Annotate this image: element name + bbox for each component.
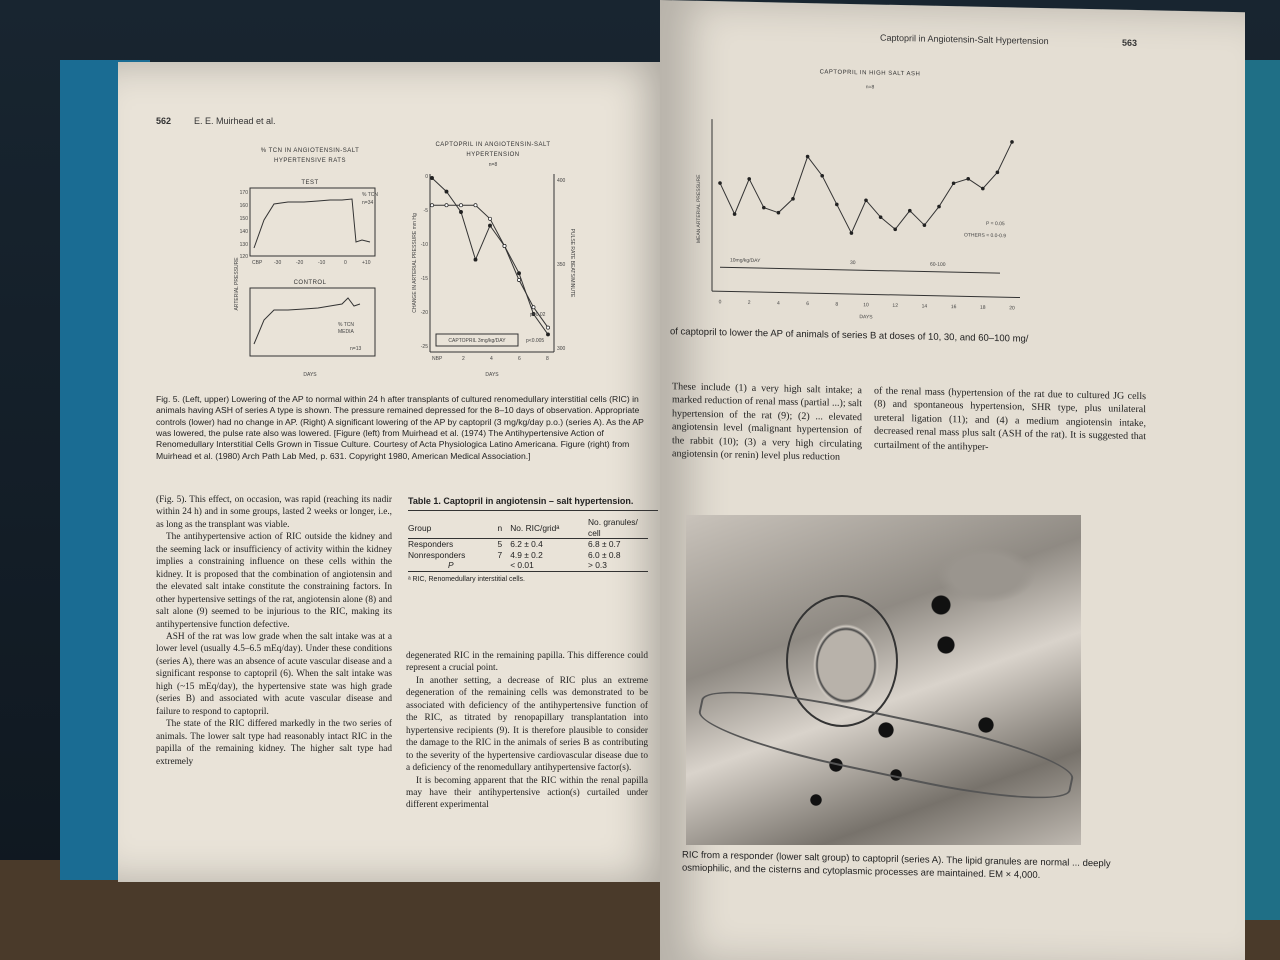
fig-top-dose-3: 60-100 [930,261,946,268]
fig-left-ytick: 160 [239,203,248,209]
right-column-1: These include (1) a very high salt intake; a marked reduction of renal mass (partial ...); salt hypertension of the rat (9); (2) ... elevated angiotensin level (malignant hypertension of the rabbit (10); (3) a very high circulating angiotensin (or renin) level plus reduction [672,381,862,463]
fig-left-xlabel: DAYS [303,372,317,378]
table-cell: 5 [497,539,503,550]
table-title: Table 1. Captopril in angiotensin – salt hypertension. [408,496,658,511]
fig-right-point [532,306,535,309]
fig-right-point [546,333,549,336]
table-cell [498,560,511,571]
left-column-1 [156,494,392,768]
table-1 [408,496,658,585]
fig-right-point [459,210,462,213]
fig-right-xtick: 2 [462,356,465,362]
paragraph: In another setting, a decrease of RIC plus an extreme degeneration of the remaining cells was demonstrated to be associated with deficiency of the antihypertensive function of the RIC, as titrated by renopapillary transplantation into hypertensive recipients (9). It is therefore plausible to consider the damage to the RIC in the animals of series B as contributing to the severity of the hypertensive cardiovascular disease due to a deficiency of the renomedullary antihypertensive factor(s). [406,675,648,774]
fig-right-point [546,326,549,329]
paragraph: It is becoming apparent that the RIC within the renal papilla may have their antihypertensive action(s) curtailed under different experimental [406,775,648,811]
fig-left-control-line [254,298,360,344]
figure-left-transplant [230,144,390,384]
table-cell: 6.0 ± 0.8 [588,549,621,560]
fig-top-x-axis [712,291,1020,297]
fig-top-xtick: 2 [747,299,751,306]
right-running-head: Captopril in Angiotensin-Salt Hypertension [880,32,1049,47]
fig-left-x-ticks [252,260,371,266]
fig-left-control-side: % TCN [338,322,355,328]
figure-high-salt [690,59,1110,330]
fig-top-xtick: 10 [863,302,869,309]
right-page-number: 563 [1122,37,1138,48]
fig-top-title: CAPTOPRIL IN HIGH SALT ASH [819,69,921,78]
fig-left-xtick: +10 [362,260,371,266]
fig-top-point [835,203,839,207]
electron-micrograph [686,515,1081,845]
table-header-row [408,517,648,539]
fig-left-title-2: HYPERTENSIVE RATS [274,158,346,164]
fig-left-test-panel [250,188,375,256]
table-cell: 6.2 ± 0.4 [510,539,543,550]
fig-right-y-ticks [421,174,566,352]
left-page [118,62,678,882]
fig-left-xtick: CBP [252,260,263,266]
table-cell: < 0.01 [510,560,534,571]
fig-right-series-line [432,205,548,327]
fig-top-point [1010,140,1014,144]
fig-top-xtick: 8 [835,301,839,308]
fig-top-point [747,177,751,181]
fig-left-ytick: 120 [239,254,248,260]
fig-right-point [517,272,520,275]
table-header: n [497,522,503,533]
fig-top-p2: OTHERS = 0.0-0.9 [964,232,1007,240]
table-cell: 4.9 ± 0.2 [510,549,543,560]
fig-top-point [864,198,868,202]
fig-top-xtick: 0 [718,299,722,306]
table-row [408,539,648,550]
fig-top-xtick: 16 [950,304,957,311]
fig-left-control-n: n=13 [350,346,362,352]
fig-left-xtick: 0 [344,260,347,266]
fig-top-point [850,231,854,235]
fig-left-ytick: 170 [239,190,248,196]
fig-left-xtick: -10 [318,260,326,266]
fig-right-xtick: 4 [490,356,493,362]
fig-left-test-n: n=34 [362,200,374,206]
fig-right-y2tick: 350 [557,262,566,268]
fig-right-point [517,278,520,281]
table-header: No. RIC/gridᵃ [510,522,560,533]
table-cell: Responders [408,539,454,550]
fig-right-point [488,217,491,220]
fig5-caption: Fig. 5. (Left, upper) Lowering of the AP to normal within 24 h after transplants of cultured renomedullary interstitial cells (RIC) in animals having ASH of series A type is shown. The pressure remained depressed for the 8–10 days of observation. Appropriate controls (lower) had no change in AP. (Right) A significant lowering of the AP by captopril (3 mg/kg/day p.o.) (series A). As the AP was lowered, the pulse rate also was lowered. [Figure (left) from Muirhead et al. (1974) The Antihypertensive Action of Renomedullary Interstitial Cells Grown in Tissue Culture. Courtesy of Acta Physiologica Latino Americana. Figure (right) from Muirhead et al. (1980) Arch Path Lab Med, p. 631. Copyright 1980, American Medical Association.] [156,394,644,461]
table-header: Group [408,522,432,533]
fig-top-point [966,177,970,181]
figure-right-captopril [408,138,578,384]
fig-right-point [459,204,462,207]
fig-right-ytick: 0 [425,174,428,180]
table-cell: > 0.3 [588,560,607,571]
fig-right-n: n=8 [488,162,498,168]
fig6-caption-fragment: of captopril to lower the AP of animals of series B at doses of 10, 30, and 60–100 mg/ [670,326,1029,345]
fig-right-ytick: -15 [420,276,428,282]
fig-top-xlabel: DAYS [859,314,873,321]
table-cell: 7 [497,549,503,560]
paragraph: (Fig. 5). This effect, on occasion, was rapid (reaching its nadir within 24 h) and in some groups, lasted 2 weeks or longer, i.e., as long as the transplant was viable. [156,495,392,530]
fig-right-title-2: HYPERTENSION [466,152,520,158]
fig-right-title-1: CAPTOPRIL IN ANGIOTENSIN-SALT [435,142,551,148]
fig-top-point [820,174,824,178]
fig-left-ytick: 140 [239,229,248,235]
fig-right-ytick: -25 [420,344,428,350]
fig-right-ylabel2: PULSE RATE BEATS/MINUTE [569,228,575,298]
right-column-2: of the renal mass (hypertension of the rat due to cultured JG cells (8) and spontaneous hypertension, SHR type, plus unilateral ureteral ligation (11); and (4) a medium angiotensin intake, decreased renal mass plus salt (ASH of the rat). It is suggested that curtailment of the antihyper- [874,385,1146,453]
fig-right-point [445,190,448,193]
fig-top-xtick: 12 [892,302,898,309]
left-running-head: E. E. Muirhead et al. [194,116,276,126]
fig-top-xtick: 20 [1009,305,1015,312]
fig-left-ytick: 150 [239,216,248,222]
table-grid [408,517,648,572]
fig-top-marks [718,134,1014,238]
fig-right-ytick: -5 [423,208,428,214]
left-page-number: 562 [156,116,172,126]
table-cell: P [448,560,454,571]
fig-right-xtick: 8 [546,356,549,362]
paragraph: degenerated RIC in the remaining papilla. This difference could represent a crucial point. [406,651,648,674]
fig-top-dose-2: 30 [850,259,856,267]
paragraph: The antihypertensive action of RIC outside the kidney and the seeming lack or insufficiency of activity within the kidney implies a constraining influence on these cells within the kidney. It is proposed that the combination of angiotensin and the elevated salt intake constitute the constraining factors. In other hypertensive settings of the rat, angiotensin alone (8) and salt alone (9) seemed to be injurious to the RIC, making its antihypertensive function defective. [156,532,392,630]
fig-top-point [806,155,810,159]
fig-right-y2tick: 300 [557,346,566,352]
fig-right-x-ticks [432,356,549,362]
fig-top-xtick: 6 [806,301,809,308]
fig-left-test-label: TEST [301,180,319,186]
table-row [408,550,648,561]
table-footnote: ᵃ RIC, Renomedullary interstitial cells. [408,575,525,583]
fig-top-dose-1: 10mg/kg/DAY [730,257,761,265]
fig-right-p2: p<0.005 [526,338,545,344]
fig-top-xtick: 4 [777,300,780,307]
fig-right-point [503,244,506,247]
fig-top-x-ticks [719,299,1015,311]
fig-top-xtick: 14 [921,303,928,310]
fig-top-dose-line [720,267,1000,273]
fig-left-ylabel: ARTERIAL PRESSURE [234,257,240,311]
fig-top-series-line [720,136,1012,240]
fig-right-point [474,204,477,207]
micrograph-caption: RIC from a responder (lower salt group) to captopril (series A). The lipid granules are normal ... deeply osmiophilic, and the cisterns and cytoplasmic processes are maintained. EM × 4,000. [682,849,1111,882]
fig-top-xtick: 18 [980,304,986,311]
table-cell: Nonresponders [408,549,466,560]
fig-top-point [879,215,883,219]
fig-left-xtick: -20 [296,260,304,266]
fig-top-point [762,206,766,210]
table-header: No. granules/ cell [588,517,638,538]
fig-top-ylabel: MEAN ARTERIAL PRESSURE [696,174,702,244]
fig-right-point [474,258,477,261]
paragraph: ASH of the rat was low grade when the salt intake was at a lower level (usually 4.5–6.5 mEq/day). Under these conditions (series A), there was an absence of acute vascular disease and a significant response to captopril (6). When the salt intake was high (~15 mEq/day), the hypertensive state was high grade (series B) and associated with acute vascular disease and failure to respond to captopril. [156,631,392,717]
fig-right-ytick: -10 [420,242,428,248]
fig-right-p1: p=0.02 [530,312,546,318]
fig-right-point [430,204,433,207]
fig-right-ylabel: CHANGE IN ARTERIAL PRESSURE mm Hg [412,213,418,313]
fig-top-point [718,181,722,185]
fig-top-n: n=8 [865,84,875,91]
fig-right-point [488,224,491,227]
paragraph: The state of the RIC differed markedly in the two series of animals. The lower salt type had reasonably intact RIC in the papilla of the remaining kidney. The higher salt type had extremely [156,719,392,767]
left-column-2 [406,650,648,812]
fig-right-point [445,204,448,207]
table-cell: 6.8 ± 0.7 [588,539,621,550]
fig-left-ytick: 130 [239,242,248,248]
fig-right-point [430,176,433,179]
fig-top-point [733,212,737,216]
fig-left-test-line [254,199,370,248]
fig-right-xtick: 6 [518,356,521,362]
fig-right-series-line [432,178,548,334]
fig-left-xtick: -30 [274,260,282,266]
fig-top-p1: P = 0.05 [986,220,1005,228]
fig-left-y-ticks [240,190,249,260]
fig-left-control-sub: MEDIA [338,329,354,335]
fig-left-control-label: CONTROL [293,280,327,286]
fig-right-dose-label: CAPTOPRIL 3mg/kg/DAY [448,338,506,344]
fig-right-xtick: NBP [432,356,443,362]
fig-right-y2tick: 400 [557,178,566,184]
fig-right-xlabel: DAYS [485,372,499,378]
fig-right-ytick: -20 [420,310,428,316]
table-row [408,560,648,571]
fig-left-test-side: % TCN [362,192,379,198]
fig-left-title-1: % TCN IN ANGIOTENSIN-SALT [260,148,360,154]
